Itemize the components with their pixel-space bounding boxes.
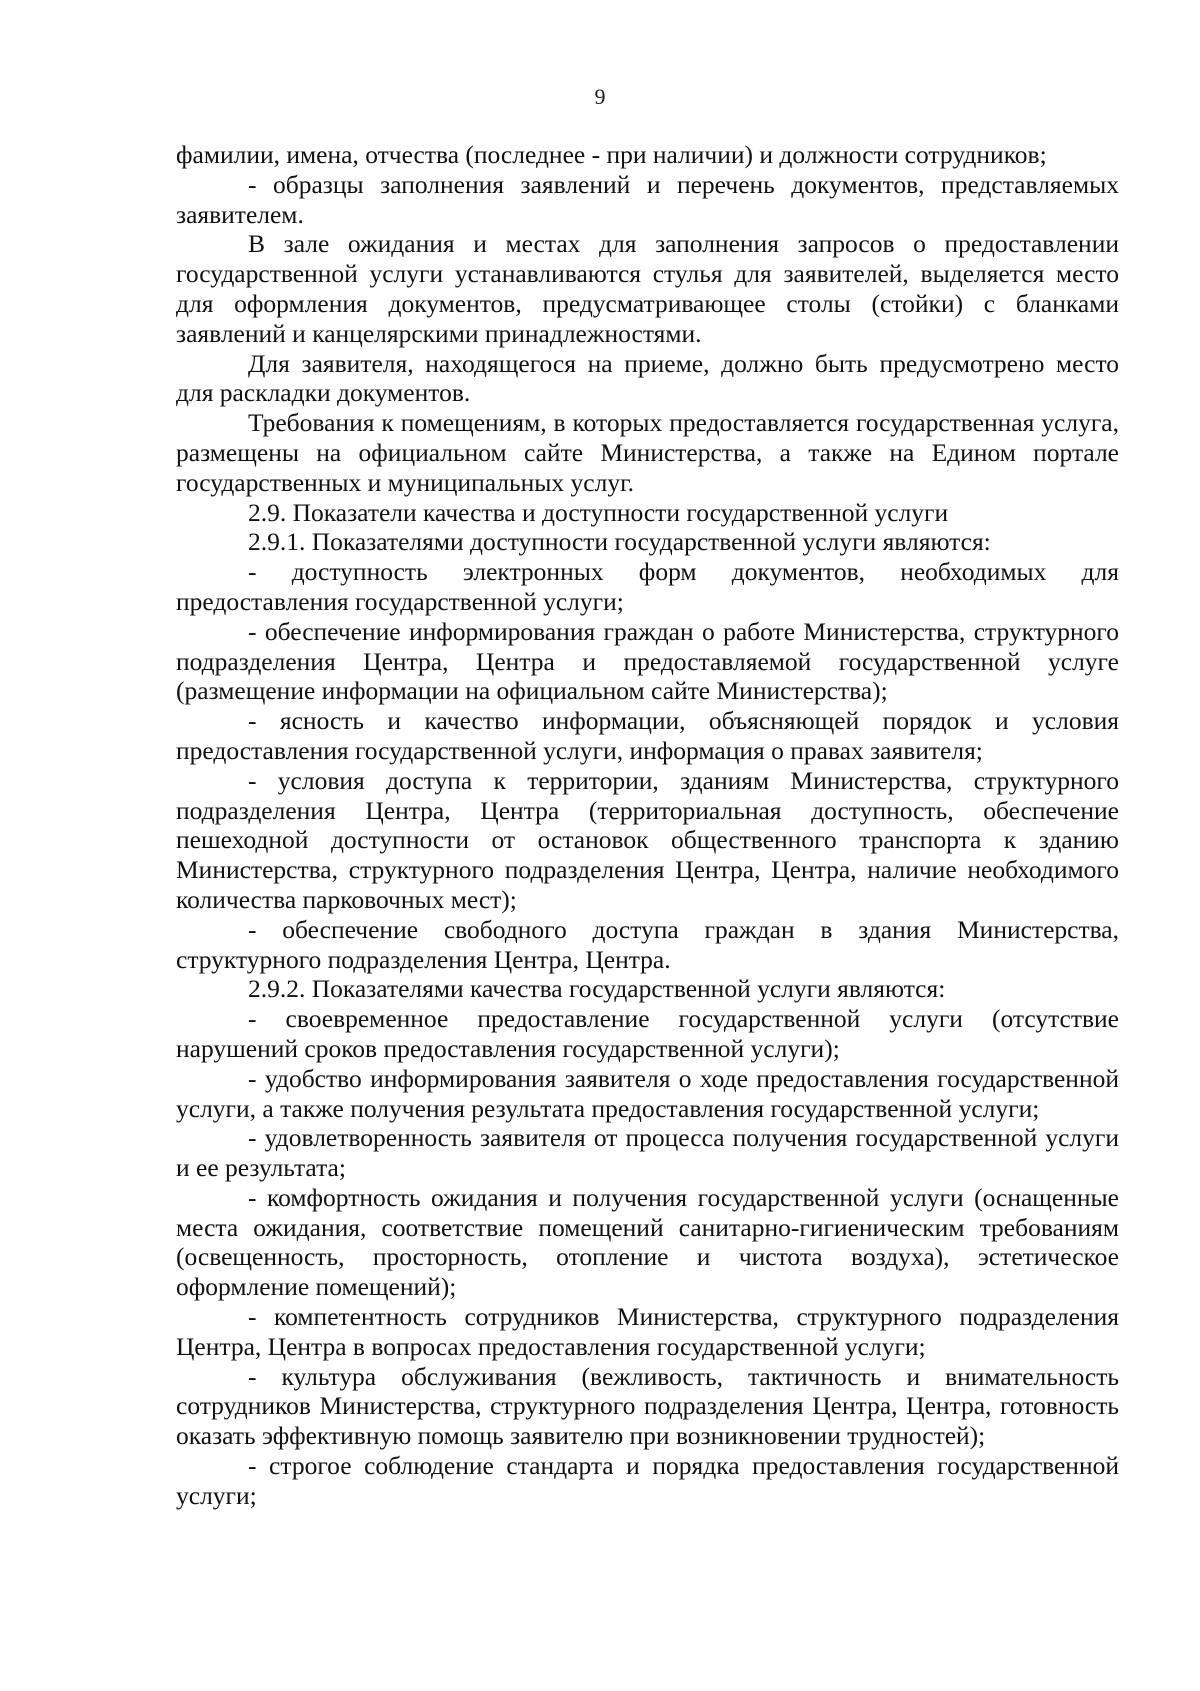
paragraph: - комфортность ожидания и получения государственной услуги (оснащенные места ожидания, соответствие помещений санитарно-гигиеническим требованиям (освещенность, просторность, отопление и чистота воздуха), эстетическое оформление помещений); [176, 1182, 1119, 1302]
paragraph: Требования к помещениям, в которых предоставляется государственная услуга, размещены на официальном сайте Министерства, а также на Едином портале государственных и муниципальных услуг. [176, 408, 1119, 497]
paragraph: - обеспечение информирования граждан о работе Министерства, структурного подразделения Центра, Центра и предоставляемой государственной услуге (размещение информации на официальном сайте Министерства); [176, 616, 1119, 706]
document-body [176, 140, 1119, 1511]
paragraph: 2.9.2. Показателями качества государственной услуги являются: [248, 974, 946, 1004]
paragraph: Для заявителя, находящегося на приеме, должно быть предусмотрено место для раскладки документов. [176, 348, 1119, 408]
paragraph: - компетентность сотрудников Министерства, структурного подразделения Центра, Центра в вопросах предоставления государственной услуги; [176, 1302, 1119, 1361]
paragraph: - доступность электронных форм документов, необходимых для предоставления государственной услуги; [176, 557, 1119, 616]
paragraph: - культура обслуживания (вежливость, тактичность и внимательность сотрудников Министерства, структурного подразделения Центра, Центра, готовность оказать эффективную помощь заявителю при возникновении трудностей); [176, 1361, 1119, 1451]
paragraph: 2.9. Показатели качества и доступности государственной услуги [248, 497, 949, 527]
paragraph: - удобство информирования заявителя о ходе предоставления государственной услуги, а также получения результата предоставления государственной услуги; [176, 1063, 1119, 1123]
paragraph: - условия доступа к территории, зданиям Министерства, структурного подразделения Центра, Центра (территориальная доступность, обеспечение пешеходной доступности от остановок общественного транспорта к зданию Министерства, структурного подразделения Центра, Центра, наличие необходимого количества парковочных мест); [176, 765, 1119, 914]
page-number: 9 [594, 84, 606, 109]
paragraph: - обеспечение свободного доступа граждан в здания Министерства, структурного подразделения Центра, Центра. [176, 914, 1119, 974]
paragraph: В зале ожидания и местах для заполнения запросов о предоставлении государственной услуги устанавливаются стулья для заявителей, выделяется место для оформления документов, предусматривающее столы (стойки) с бланками заявлений и канцелярскими принадлежностями. [176, 229, 1119, 348]
paragraph: фамилии, имена, отчества (последнее - при наличии) и должности сотрудников; [176, 140, 1047, 169]
paragraph: 2.9.1. Показателями доступности государственной услуги являются: [248, 527, 991, 557]
paragraph: - удовлетворенность заявителя от процесса получения государственной услуги и ее результата; [176, 1123, 1119, 1183]
paragraph: - ясность и качество информации, объясняющей порядок и условия предоставления государственной услуги, информация о правах заявителя; [176, 706, 1119, 765]
paragraph: - строгое соблюдение стандарта и порядка предоставления государственной услуги; [176, 1451, 1119, 1510]
paragraph: - своевременное предоставление государственной услуги (отсутствие нарушений сроков предоставления государственной услуги); [176, 1004, 1119, 1063]
paragraph: - образцы заполнения заявлений и перечень документов, представляемых заявителем. [176, 169, 1119, 229]
